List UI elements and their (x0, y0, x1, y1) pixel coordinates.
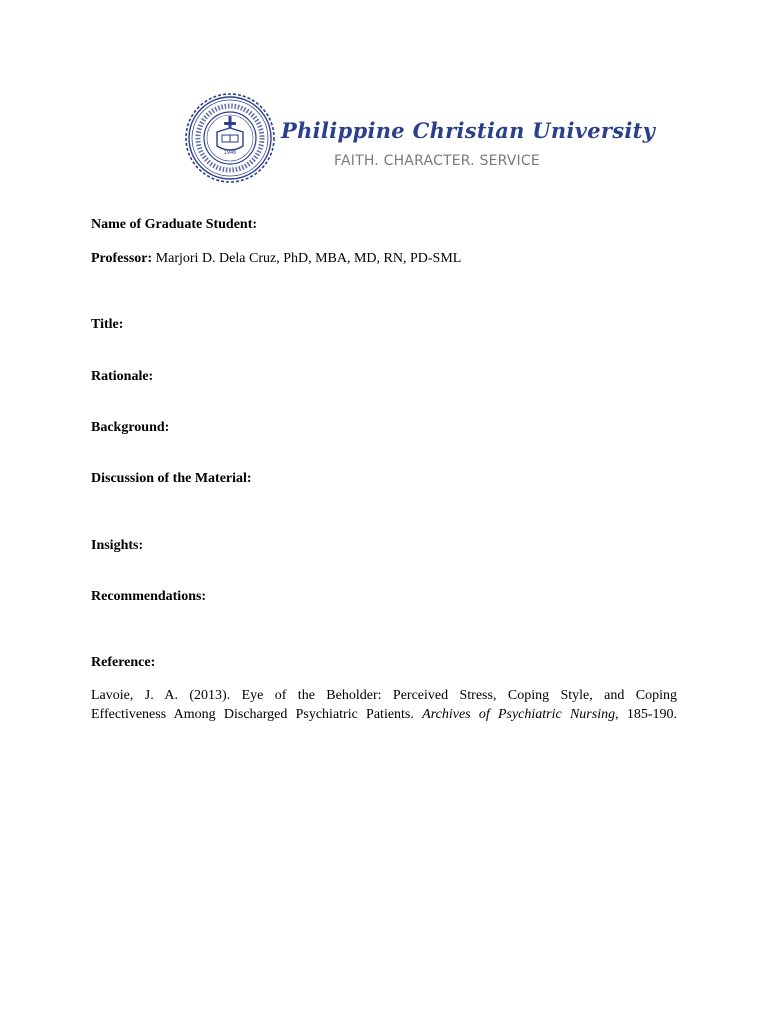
reference-line-1: Lavoie, J. A. (2013). Eye of the Beholder: Perceived Stress, Coping Style, and Coping (91, 688, 677, 703)
reference-title-continuation: Effectiveness Among Discharged Psychiatric Patients. (91, 707, 414, 722)
student-name-field (91, 216, 257, 234)
professor-label: Professor: (91, 251, 153, 266)
rationale-field (91, 368, 153, 386)
university-name: Philippine Christian University (281, 118, 656, 143)
professor-value: Marjori D. Dela Cruz, PhD, MBA, MD, RN, PD-SML (155, 251, 462, 266)
insights-field (91, 537, 143, 555)
background-label: Background: (91, 420, 170, 435)
reference-journal: Archives of Psychiatric Nursing (422, 707, 616, 722)
university-motto: FAITH. CHARACTER. SERVICE (334, 153, 540, 169)
university-seal-icon (184, 92, 276, 184)
recommendations-label: Recommendations: (91, 589, 207, 604)
reference-pages: , 185-190. (615, 707, 678, 722)
university-header (184, 92, 656, 186)
student-name-label: Name of Graduate Student: (91, 217, 258, 232)
insights-label: Insights: (91, 538, 144, 553)
title-label: Title: (91, 317, 124, 332)
recommendations-field (91, 588, 206, 606)
reference-citation (91, 686, 677, 724)
reference-label: Reference: (91, 655, 156, 670)
seal-year: 1946 (223, 150, 237, 156)
reference-field (91, 654, 155, 672)
rationale-label: Rationale: (91, 369, 154, 384)
reference-line-2 (91, 705, 677, 724)
title-field (91, 316, 123, 334)
discussion-label: Discussion of the Material: (91, 471, 252, 486)
discussion-field (91, 470, 252, 488)
professor-field (91, 250, 461, 268)
background-field (91, 419, 169, 437)
